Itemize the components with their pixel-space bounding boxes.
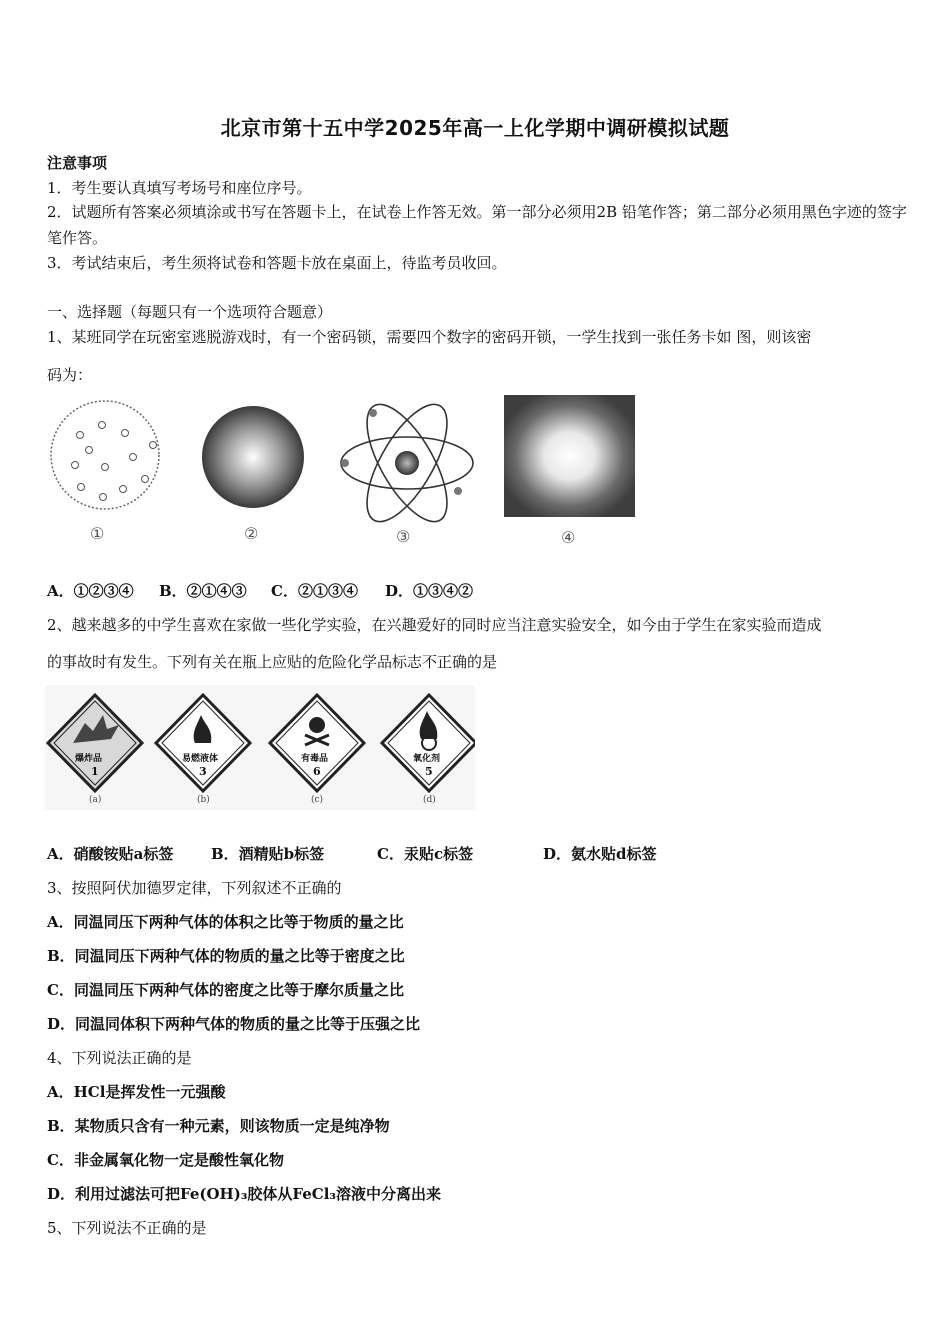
notice-item-3: 3．考试结束后，考生须将试卷和答题卡放在桌面上，待监考员收回。 (47, 254, 507, 272)
q2-options (47, 843, 657, 865)
label-c-num: 6 (313, 765, 321, 778)
section-heading: 一、选择题（每题只有一个选项符合题意） (47, 303, 333, 321)
q5-stem: 5、下列说法不正确的是 (47, 1219, 207, 1237)
electron-cloud-model (504, 395, 635, 517)
plum-pudding-model (51, 401, 159, 509)
q4-stem: 4、下列说法正确的是 (47, 1049, 192, 1067)
q1-options (47, 580, 473, 602)
solid-sphere-model (202, 406, 304, 508)
q1-caption-4: ④ (561, 528, 576, 547)
q3-option-a[interactable]: A．同温同压下两种气体的体积之比等于物质的量之比 (47, 913, 404, 931)
notice-heading: 注意事项 (47, 154, 108, 172)
hazard-diamonds (45, 685, 475, 810)
q2-option-b[interactable]: B．酒精贴b标签 (211, 845, 325, 863)
q4-option-d[interactable]: D．利用过滤法可把Fe(OH)₃胶体从FeCl₃溶液中分离出来 (47, 1185, 441, 1203)
label-c-name: 有毒品 (301, 754, 329, 764)
q1-caption-3: ③ (396, 527, 411, 546)
notice-item-2: 2．试题所有答案必须填涂或书写在答题卡上，在试卷上作答无效。第一部分必须用2B 铅笔作答；第二部分必须用黑色字迹的签字笔作答。 (47, 203, 907, 247)
q2-hazard-labels-figure (45, 685, 475, 810)
label-d-name: 氧化剂 (413, 754, 441, 764)
q4-option-b[interactable]: B．某物质只含有一种元素，则该物质一定是纯净物 (47, 1117, 390, 1135)
q1-option-a[interactable]: A．①②③④ (47, 582, 134, 600)
label-a-cap: (a) (89, 795, 102, 805)
q3-option-d[interactable]: D．同温同体积下两种气体的物质的量之比等于压强之比 (47, 1015, 421, 1033)
q4-option-c[interactable]: C．非金属氧化物一定是酸性氧化物 (47, 1151, 284, 1169)
q3-option-b[interactable]: B．同温同压下两种气体的物质的量之比等于密度之比 (47, 947, 405, 965)
q3-stem: 3、按照阿伏加德罗定律，下列叙述不正确的 (47, 879, 342, 897)
page-title: 北京市第十五中学2025年高一上化学期中调研模拟试题 (220, 116, 730, 140)
q1-stem-line1: 1、某班同学在玩密室逃脱游戏时，有一个密码锁，需要四个数字的密码开锁，一学生找到一张任务卡如 图，则该密 (47, 328, 812, 346)
label-b-num: 3 (199, 765, 207, 778)
label-c-cap: (c) (311, 795, 324, 805)
planetary-model (341, 395, 473, 533)
q2-option-a[interactable]: A．硝酸铵贴a标签 (47, 845, 174, 863)
label-b-name: 易燃液体 (182, 754, 219, 764)
q2-stem-line1: 2、越来越多的中学生喜欢在家做一些化学实验，在兴趣爱好的同时应当注意实验安全，如今由于学生在家实验而造成 (47, 616, 822, 634)
label-a-num: 1 (91, 765, 99, 778)
q1-stem-line2: 码为： (47, 366, 93, 384)
q1-caption-1: ① (90, 524, 105, 543)
label-d-cap: (d) (423, 795, 436, 805)
q1-caption-2: ② (244, 524, 259, 543)
q1-atom-models-figure (45, 395, 645, 555)
label-a-name: 爆炸品 (75, 754, 103, 764)
label-d-num: 5 (425, 765, 433, 778)
q3-option-c[interactable]: C．同温同压下两种气体的密度之比等于摩尔质量之比 (47, 981, 404, 999)
q2-option-c[interactable]: C．汞贴c标签 (377, 845, 474, 863)
q1-option-d[interactable]: D．①③④② (385, 582, 474, 600)
label-b-cap: (b) (197, 795, 210, 805)
q4-option-a[interactable]: A．HCl是挥发性一元强酸 (47, 1083, 226, 1101)
q1-option-c[interactable]: C．②①③④ (271, 582, 358, 600)
notice-item-1: 1．考生要认真填写考场号和座位序号。 (47, 179, 312, 197)
q2-option-d[interactable]: D．氨水贴d标签 (543, 845, 657, 863)
q1-option-b[interactable]: B．②①④③ (159, 582, 247, 600)
q2-stem-line2: 的事故时有发生。下列有关在瓶上应贴的危险化学品标志不正确的是 (47, 653, 498, 671)
